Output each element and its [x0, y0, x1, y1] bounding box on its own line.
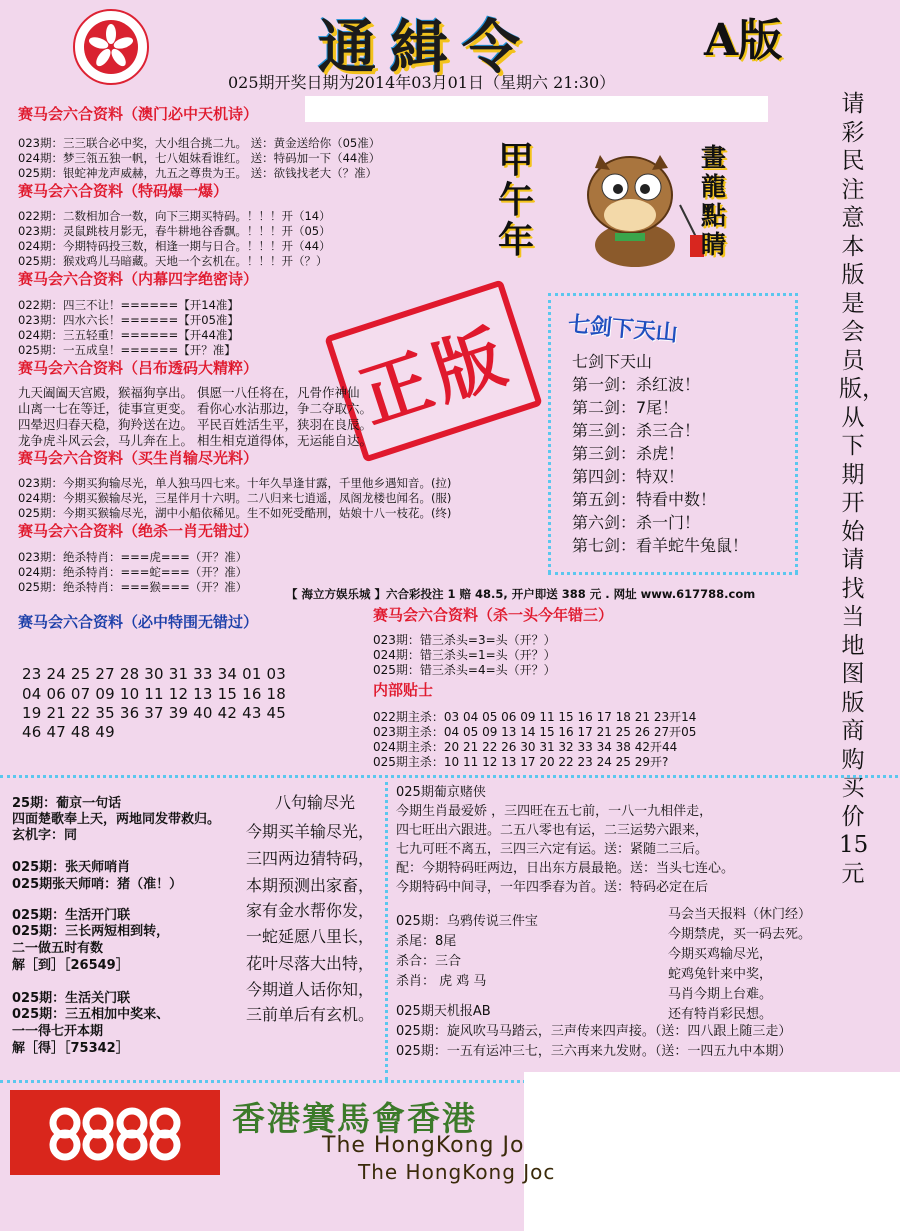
horse-line-0: 马会当天报料（休门经） [668, 907, 812, 922]
swords-line-6: 第五剑：特看中数！ [572, 490, 717, 509]
bottom-border-top [0, 775, 898, 778]
bottom-divider [385, 775, 388, 1080]
poem-line-2: 本期预测出家畜， [246, 876, 375, 895]
s6-line-3: 025期：绝杀特肖：===猴===（开？准） [18, 580, 248, 594]
bl-line-10: 025期：三五相加中奖来、 [12, 1007, 170, 1022]
poem-line-0: 今期买羊输尽光， [246, 822, 375, 841]
swords-border-right [795, 293, 798, 573]
swords-border-bottom [548, 572, 798, 575]
swords-border-left [548, 293, 551, 573]
s8-line-2: 024期：错三杀头=1=头（开？） [373, 648, 556, 662]
bl-line-11: 一一得七开本期 [12, 1024, 104, 1039]
crow-line-2: 杀合：三合 [396, 954, 462, 969]
swords-line-4: 第三剑：杀虎！ [572, 444, 685, 463]
footer-english-line-2: The HongKong Joc [358, 1160, 556, 1184]
bl-line-8: 解［到］［26549］ [12, 958, 129, 973]
swords-line-3: 第三剑：杀三合！ [572, 421, 701, 440]
gamble-line-0: 025期葡京赌侠 [396, 785, 486, 800]
poem-line-4: 一蛇延愿八里长， [246, 927, 375, 946]
horse-line-3: 蛇鸡兔针来中奖， [668, 967, 773, 982]
section-title-5: 赛马会六合资料（买生肖输尽光料） [18, 449, 259, 467]
idiom-badge: 畫龍點睛 [701, 143, 727, 259]
section-title-6: 赛马会六合资料（绝杀一肖无错过） [18, 522, 259, 540]
s1-line-2: 024期：梦三瓴五独一帆，七八姐妹看谁红。 送：特码加一下（44准） [18, 151, 381, 165]
poem-line-3: 家有金水帮你发， [246, 901, 375, 920]
poem-title: 八句输尽光 [275, 793, 356, 812]
gamble-line-4: 配：今期特码旺两边，日出东方晨最艳。送：当头七连心。 [396, 861, 735, 876]
swords-line-7: 第六剑：杀一门！ [572, 513, 701, 532]
s3-line-1: 022期：四三不让！======【开14准】 [18, 298, 239, 312]
s4-line-4: 龙争虎斗风云会，马儿奔在上。 相生相克道得体，无运能自达。 [18, 433, 372, 448]
s7-row-3: 19 21 22 35 36 37 39 40 42 43 45 [22, 704, 287, 722]
horse-line-5: 还有特肖彩民想。 [668, 1007, 773, 1022]
s6-line-1: 023期：绝杀特肖：===虎===（开？准） [18, 550, 248, 564]
gamble-line-5: 今期特码中间寻，一年四季春为首。送：特码必定在后 [396, 880, 709, 895]
bl-line-5: 025期：生活开门联 [12, 908, 131, 923]
footer-white-panel [524, 1072, 900, 1231]
swords-line-1: 第一剑：杀红波！ [572, 375, 701, 394]
stamp-text: 正版 [349, 312, 521, 439]
s2-line-3: 024期：今期特码投三数，相逢一期与日合。！！！开（44） [18, 239, 331, 253]
section-title-4: 赛马会六合资料（吕布透码大精粹） [18, 359, 259, 377]
s2-line-2: 023期：灵鼠跳枝月影无，春牛耕地谷香飘。！！！开（05） [18, 224, 331, 238]
draw-date: 025期开奖日期为2014年03月01日（星期六 21:30） [228, 73, 616, 92]
s9-line-1: 022期主杀：03 04 05 06 09 11 15 16 17 18 21 23开14 [373, 710, 697, 724]
swords-line-0: 七剑下天山 [572, 352, 653, 371]
s7-row-1: 23 24 25 27 28 30 31 33 34 01 03 [22, 665, 287, 683]
ad-banner-text[interactable]: 【 海立方娱乐城 】六合彩投注 1 赔 48.5, 开户即送 388 元 . 网址 www.617788.com [286, 587, 756, 601]
swords-header: 七剑下天山 [566, 311, 679, 347]
s3-line-3: 024期：三五轻重！======【开44准】 [18, 328, 239, 342]
s5-line-1: 023期：今期买狗输尽光，单人独马四七来。十年久旱逢甘露，千里他乡遇知音。(拉) [18, 476, 452, 490]
horse-line-2: 今期买鸡输尽光， [668, 947, 773, 962]
sky-line-2: 025期：一五有运冲三七，三六再来九发财。（送：一四五九中本期） [396, 1044, 792, 1059]
page-title: 通緝令 [318, 13, 535, 81]
s9-line-2: 023期主杀：04 05 09 13 14 15 16 17 21 25 26 27开05 [373, 725, 697, 739]
edition-label: A版 [704, 15, 783, 66]
bl-line-3: 025期：张天师哨肖 [12, 860, 131, 875]
s3-line-2: 023期：四水六长！======【开05准】 [18, 313, 239, 327]
horse-mascot [560, 135, 710, 275]
poem-line-6: 今期道人话你知， [246, 980, 375, 999]
bl-line-12: 解［得］［75342］ [12, 1041, 129, 1056]
swords-line-2: 第二剑：7尾！ [572, 398, 679, 417]
section-title-1: 赛马会六合资料（澳门必中天机诗） [18, 105, 259, 123]
s2-line-1: 022期：二数相加合一数，向下三期买特码。！！！开（14） [18, 209, 331, 223]
swords-line-5: 第四剑：特双！ [572, 467, 685, 486]
s4-line-2: 山离一七在等迁，徒事宣更变。 看你心水沾那边，争二夺取六。 [18, 401, 372, 416]
s3-line-4: 025期：一五成皇！======【开？准】 [18, 343, 236, 357]
gamble-line-1: 今期生肖最爱娇 ，三四旺在五七前，一八一九相伴走， [396, 804, 713, 819]
section-title-8: 赛马会六合资料（杀一头今年错三） [373, 606, 614, 624]
hkjc-logo [10, 1090, 220, 1175]
header-mask [305, 96, 768, 122]
gamble-line-2: 四七旺出六跟进。二五八零也有运，二三运势六跟来， [396, 823, 709, 838]
year-badge: 甲午年 [498, 139, 535, 261]
bl-line-0: 25期：葡京一句话 [12, 796, 122, 811]
crow-line-3: 杀肖： 虎 鸡 马 [396, 974, 487, 989]
footer-english-line-1: The HongKong Jo [322, 1133, 525, 1158]
bl-line-2: 玄机字：同 [12, 828, 78, 843]
section-title-3: 赛马会六合资料（内幕四字绝密诗） [18, 270, 259, 288]
s7-row-4: 46 47 48 49 [22, 723, 115, 741]
horse-line-4: 马肖今期上台难。 [668, 987, 773, 1002]
bl-line-1: 四面楚歌奉上天，两地同发带救归。 [12, 812, 221, 827]
s8-line-3: 025期：错三杀头=4=头（开？） [373, 663, 556, 677]
s8-line-1: 023期：错三杀头=3=头（开？） [373, 633, 556, 647]
section-title-2: 赛马会六合资料（特码爆一爆） [18, 182, 229, 200]
hk-emblem [72, 8, 150, 86]
s4-line-3: 四晕迟归春天稳，狗羚送在边。 平民百姓活生平，狭羽在良辰。 [18, 417, 372, 432]
bl-line-9: 025期：生活关门联 [12, 991, 131, 1006]
s7-row-2: 04 06 07 09 10 11 12 13 15 16 18 [22, 685, 287, 703]
swords-line-8: 第七剑：看羊蛇牛兔鼠！ [572, 536, 749, 555]
s2-line-4: 025期：猴戏鸡儿马暗藏。天地一个玄机在。！！！开（？） [18, 254, 328, 268]
poem-line-7: 三前单后有玄机。 [246, 1005, 375, 1024]
crow-line-0: 025期：乌鸦传说三件宝 [396, 914, 538, 929]
swords-border-top [548, 293, 798, 296]
bl-line-4: 025期张天师哨：猪（准！） [12, 877, 183, 892]
s9-line-4: 025期主杀：10 11 12 13 17 20 22 23 24 25 29开? [373, 755, 669, 769]
s5-line-2: 024期：今期买猴输尽光，三星伴月十六明。二八归来七逍遥，凤阁龙楼也闻名。(服) [18, 491, 452, 505]
member-notice: 请彩民注意本版是会员版，从下期开始请找当地图版商购买价15元 [839, 91, 885, 887]
section-title-7: 赛马会六合资料（必中特围无错过） [18, 613, 259, 631]
s6-line-2: 024期：绝杀特肖：===蛇===（开？准） [18, 565, 248, 579]
s9-line-3: 024期主杀：20 21 22 26 30 31 32 33 34 38 42开44 [373, 740, 678, 754]
footer-chinese-name: 香港賽馬會香港 [232, 1099, 477, 1138]
crow-line-1: 杀尾：8尾 [396, 934, 457, 949]
sky-line-0: 025期天机报AB [396, 1004, 491, 1019]
insider-tips-title: 内部贴士 [373, 681, 434, 699]
s5-line-3: 025期：今期买猴输尽光，湖中小船依稀见。生不如死受酷刑，姑娘十八一枝花。(终) [18, 506, 452, 520]
horse-line-1: 今期禁虎，买一码去死。 [668, 927, 812, 942]
poem-line-1: 三四两边猜特码， [246, 849, 375, 868]
gamble-line-3: 七九可旺不离五，三四三六定有运。送：紧随二三后。 [396, 842, 709, 857]
poem-line-5: 花叶尽落大出特， [246, 954, 375, 973]
s1-line-3: 025期：银蛇神龙声威赫，九五之尊贵为王。 送：欲钱找老大（？准） [18, 166, 378, 180]
sky-line-1: 025期：旋风吹马马踏云，三声传来四声接。（送：四八跟上随三走） [396, 1024, 792, 1039]
bl-line-7: 二一做五时有数 [12, 941, 104, 956]
s1-line-1: 023期：三三联合必中奖，大小组合挑二九。 送：黄金送给你（05准） [18, 136, 381, 150]
s4-line-1: 九天阖阖天宫殿，猴福狗享出。 俱愿一八任将在，凡骨作神仙 [18, 385, 360, 400]
bl-line-6: 025期：三长两短相到转， [12, 924, 170, 939]
